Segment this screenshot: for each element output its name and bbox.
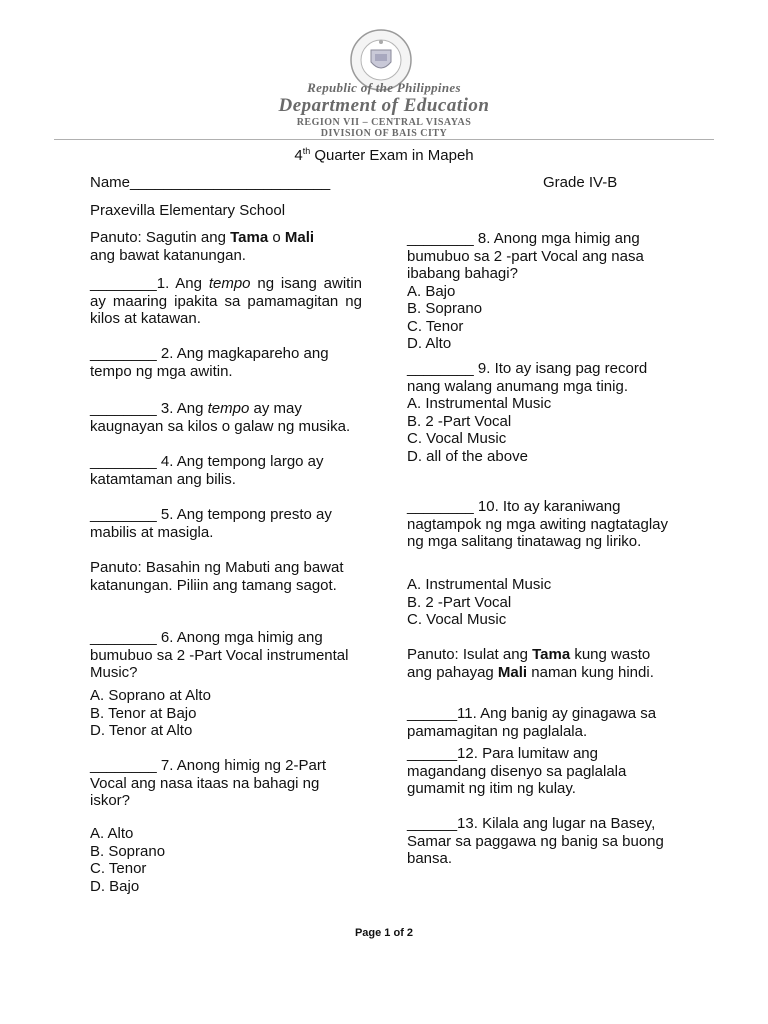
option: C. Tenor [407,317,464,335]
option: B. Soprano [407,300,483,317]
question-2: ________ 2. Ang magkapareho ang tempo ng mga awitin. [90,345,329,380]
option: D. Alto [407,335,452,352]
option: A. Alto [90,825,134,842]
option: A. Instrumental Music [407,395,552,412]
exam-title: 4th Quarter Exam in Mapeh [294,146,474,164]
question-10: ________ 10. Ito ay karaniwang nagtampok ng mga awiting nagtataglay ng mga salitang tinatawag ng liriko. [407,498,669,550]
option: C. Vocal Music [407,430,507,447]
name-field-label: Name________________________ [90,174,331,191]
question-8: ________ 8. Anong mga himig ang bumubuo sa 2 -part Vocal ang nasa ibabang bahagi? A. Bajo B. Soprano C. Tenor D. Alto [407,230,679,353]
question-7-options [90,825,362,895]
division-text: DIVISION OF BAIS CITY [320,128,448,139]
directions-3: Panuto: Isulat ang Tama kung wasto ang pahayag Mali naman kung hindi. [407,646,654,681]
grade-label: Grade IV-B [543,174,618,191]
question-1: ________1. Ang tempo ng isang awitin ay maaring ipakita sa pamamagitan ng kilos at katawan. [90,275,362,327]
question-13: ______13. Kilala ang lugar na Basey, Samar sa paggawa ng banig sa buong bansa. [407,815,664,867]
question-7: ________ 7. Anong himig ng 2-Part Vocal ang nasa itaas na bahagi ng iskor? [90,757,327,809]
option: C. Tenor [90,860,147,877]
school-name: Praxevilla Elementary School [90,202,286,219]
option: A. Soprano at Alto [90,687,211,704]
question-6-options [90,687,362,740]
option: B. 2 -Part Vocal [407,593,512,611]
option: B. Tenor at Bajo [90,704,197,722]
option: D. Bajo [90,877,140,895]
question-12: ______12. Para lumitaw ang magandang disenyo sa paglalala gumamit ng itim ng kulay. [407,745,627,797]
department-text: Department of Education [278,95,490,116]
option: A. Instrumental Music [407,576,552,593]
question-6: ________ 6. Anong mga himig ang bumubuo sa 2 -Part Vocal instrumental Music? [90,629,349,681]
header-divider [54,139,714,140]
directions-2: Panuto: Basahin ng Mabuti ang bawat katanungan. Piliin ang tamang sagot. [90,559,344,594]
question-4: ________ 4. Ang tempong largo ay katamtaman ang bilis. [90,453,324,488]
question-3: ________ 3. Ang tempo ay may kaugnayan sa kilos o galaw ng musika. [90,400,351,435]
option: A. Bajo [407,282,456,300]
question-9: ________ 9. Ito ay isang pag record nang walang anumang mga tinig. A. Instrumental Music B. 2 -Part Vocal C. Vocal Music D. all of the above [407,360,679,465]
option: D. all of the above [407,447,528,465]
question-11: ______11. Ang banig ay ginagawa sa pamamagitan ng paglalala. [407,705,657,740]
option: D. Tenor at Alto [90,722,193,739]
directions-1: Panuto: Sagutin ang Tama o Mali ang bawat katanungan. [90,229,315,264]
option: B. 2 -Part Vocal [407,412,512,430]
republic-text: Republic of the Philippines [307,80,461,95]
question-10-options [407,576,679,629]
option: B. Soprano [90,842,166,860]
question-5: ________ 5. Ang tempong presto ay mabilis at masigla. [90,506,332,541]
region-text: REGION VII – CENTRAL VISAYAS [296,117,472,128]
option: C. Vocal Music [407,611,507,628]
page-number: Page 1 of 2 [354,927,414,939]
